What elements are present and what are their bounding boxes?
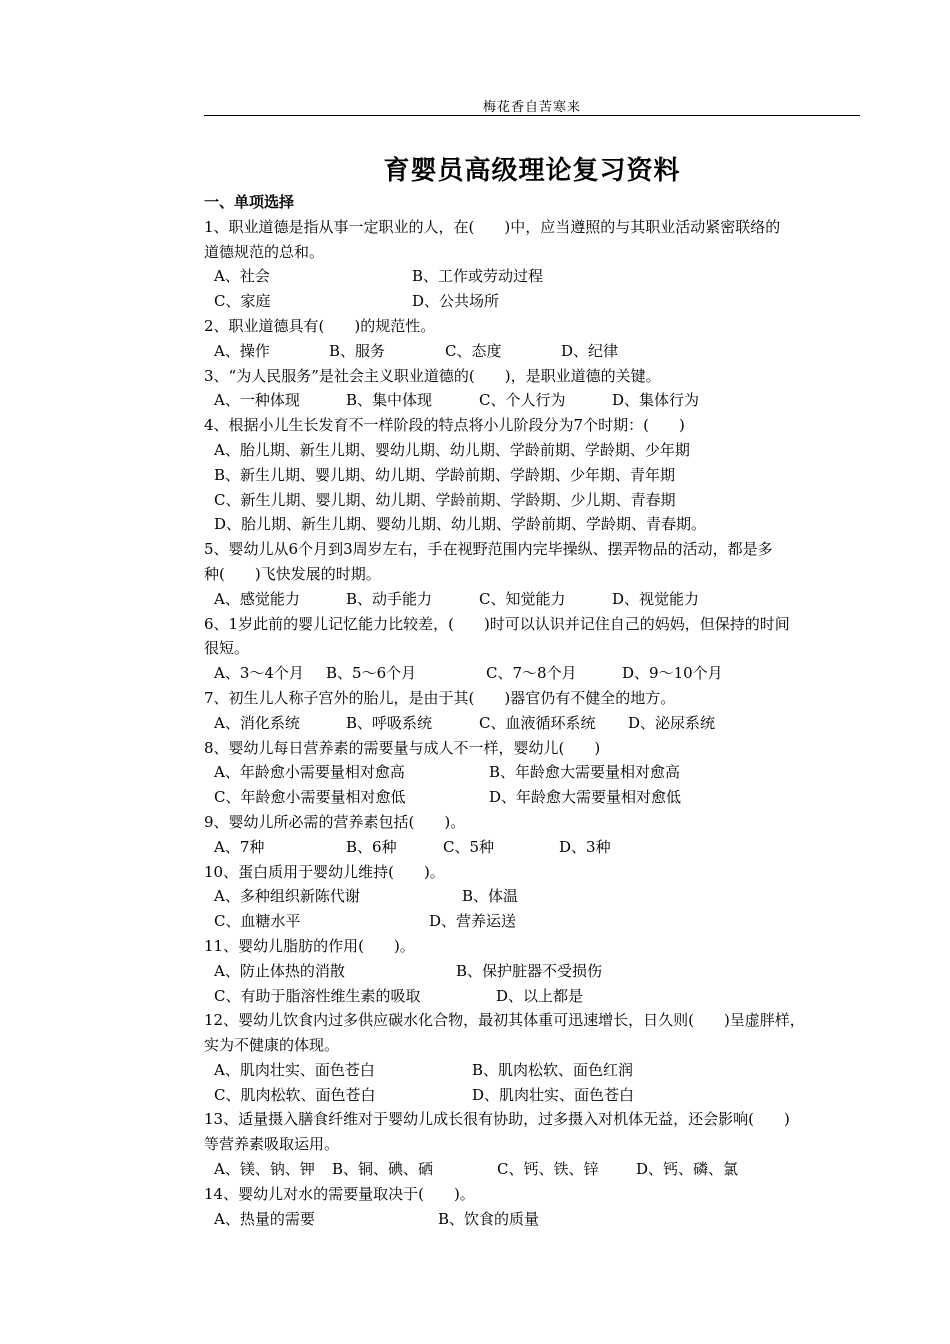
- option-row: [204, 711, 864, 736]
- answer-option: B、铜、碘、硒: [332, 1160, 434, 1179]
- answer-option: B、饮食的质量: [438, 1209, 540, 1228]
- answer-option: D、视觉能力: [612, 589, 700, 608]
- question-text: 道德规范的总和。: [204, 242, 325, 261]
- answer-option: A、防止体热的消散: [214, 961, 345, 980]
- answer-option: C、知觉能力: [479, 589, 566, 608]
- option-row: [204, 661, 864, 686]
- option-row: [204, 909, 864, 934]
- answer-option: C、有助于脂溶性维生素的吸取: [214, 986, 421, 1005]
- answer-option: B、6种: [346, 837, 397, 856]
- option-row: [204, 463, 864, 488]
- answer-option: A、感觉能力: [214, 589, 300, 608]
- option-row: [204, 835, 864, 860]
- answer-option: B、肌肉松软、面色红润: [472, 1060, 634, 1079]
- answer-option: B、动手能力: [346, 589, 433, 608]
- question-text: 种( )飞快发展的时期。: [204, 564, 381, 583]
- answer-option: C、新生儿期、婴儿期、幼儿期、学龄前期、学龄期、少儿期、青春期: [214, 490, 676, 509]
- question-text: 12、婴幼儿饮食内过多供应碳水化合物，最初其体重可迅速增长，日久则( )呈虚胖样，: [204, 1011, 805, 1030]
- option-row: [204, 264, 864, 289]
- option-row: [204, 339, 864, 364]
- question-text: 8、婴幼儿每日营养素的需要量与成人不一样，婴幼儿( ): [204, 738, 601, 757]
- answer-option: B、呼吸系统: [346, 713, 433, 732]
- option-row: [204, 438, 864, 463]
- question-text: 5、婴幼儿从6个月到3周岁左右，手在视野范围内完毕操纵、摆弄物品的活动，都是多: [204, 540, 773, 559]
- page-header-text: 梅花香自苦寒来: [482, 100, 581, 115]
- answer-option: D、营养运送: [429, 912, 517, 931]
- answer-option: A、一种体现: [214, 391, 300, 410]
- option-row: [204, 785, 864, 810]
- question-text: 1、职业道德是指从事一定职业的人，在( )中，应当遵照的与其职业活动紧密联络的: [204, 217, 781, 236]
- answer-option: B、体温: [462, 887, 519, 906]
- answer-option: B、集中体现: [346, 391, 433, 410]
- answer-option: A、3～4个月: [214, 664, 304, 683]
- option-row: [204, 488, 864, 513]
- answer-option: D、3种: [559, 837, 611, 856]
- answer-option: B、工作或劳动过程: [412, 267, 544, 286]
- question-text: 6、1岁此前的婴儿记忆能力比较差，( )时可以认识并记住自己的妈妈，但保持的时间: [204, 614, 790, 633]
- option-row: [204, 760, 864, 785]
- answer-option: D、集体行为: [612, 391, 700, 410]
- option-row: [204, 1157, 864, 1182]
- answer-option: A、胎儿期、新生儿期、婴幼儿期、幼儿期、学龄前期、学龄期、少年期: [214, 440, 690, 459]
- answer-option: B、服务: [329, 341, 386, 360]
- answer-option: A、社会: [214, 267, 270, 286]
- question-text: 10、蛋白质用于婴幼儿维持( )。: [204, 862, 445, 881]
- answer-option: A、镁、钠、钾: [214, 1160, 315, 1179]
- option-row: [204, 1083, 864, 1108]
- answer-option: C、7～8个月: [486, 664, 577, 683]
- answer-option: A、7种: [214, 837, 265, 856]
- answer-option: C、态度: [445, 341, 502, 360]
- answer-option: C、血液循环系统: [479, 713, 596, 732]
- question-text: 4、根据小儿生长发育不一样阶段的特点将小儿阶段分为7个时期：( ): [204, 416, 685, 435]
- answer-option: D、公共场所: [412, 292, 500, 311]
- answer-option: D、肌肉壮实、面色苍白: [472, 1085, 635, 1104]
- answer-option: D、泌尿系统: [628, 713, 716, 732]
- option-row: [204, 289, 864, 314]
- answer-option: D、9～10个月: [622, 664, 723, 683]
- option-row: [204, 512, 864, 537]
- question-text: 9、婴幼儿所必需的营养素包括( )。: [204, 812, 466, 831]
- question-text: 实为不健康的体现。: [204, 1036, 340, 1055]
- header-divider: [204, 115, 860, 116]
- option-row: [204, 1207, 864, 1232]
- option-row: [204, 884, 864, 909]
- answer-option: A、多种组织新陈代谢: [214, 887, 360, 906]
- option-row: [204, 959, 864, 984]
- answer-option: B、保护脏器不受损伤: [456, 961, 603, 980]
- question-text: 7、初生儿人称子宫外的胎儿，是由于其( )器官仍有不健全的地方。: [204, 688, 676, 707]
- document-title: 育婴员高级理论复习资料: [383, 156, 681, 186]
- answer-option: A、年龄愈小需要量相对愈高: [214, 763, 405, 782]
- question-text: 3、“为人民服务”是社会主义职业道德的( )，是职业道德的关键。: [204, 366, 661, 385]
- question-text: 11、婴幼儿脂肪的作用( )。: [204, 936, 415, 955]
- question-text: 2、职业道德具有( )的规范性。: [204, 316, 436, 335]
- answer-option: B、年龄愈大需要量相对愈高: [489, 763, 681, 782]
- answer-option: D、年龄愈大需要量相对愈低: [489, 788, 682, 807]
- answer-option: D、纪律: [561, 341, 619, 360]
- answer-option: A、热量的需要: [214, 1209, 315, 1228]
- answer-option: C、肌肉松软、面色苍白: [214, 1085, 376, 1104]
- question-text: 等营养素吸取运用。: [204, 1135, 340, 1154]
- answer-option: B、新生儿期、婴儿期、幼儿期、学龄前期、学龄期、少年期、青年期: [214, 465, 676, 484]
- answer-option: C、年龄愈小需要量相对愈低: [214, 788, 406, 807]
- option-row: [204, 984, 864, 1009]
- option-row: [204, 1058, 864, 1083]
- answer-option: C、家庭: [214, 292, 271, 311]
- answer-option: A、操作: [214, 341, 270, 360]
- answer-option: B、5～6个月: [326, 664, 417, 683]
- answer-option: A、肌肉壮实、面色苍白: [214, 1060, 375, 1079]
- answer-option: C、5种: [443, 837, 495, 856]
- answer-option: D、胎儿期、新生儿期、婴幼儿期、幼儿期、学龄前期、学龄期、青春期。: [214, 515, 707, 534]
- question-text: 13、适量摄入膳食纤维对于婴幼儿成长很有协助，过多摄入对机体无益，还会影响( ): [204, 1110, 790, 1129]
- section-title: 一、单项选择: [204, 193, 295, 211]
- question-text: 14、婴幼儿对水的需要量取决于( )。: [204, 1184, 475, 1203]
- answer-option: C、个人行为: [479, 391, 566, 410]
- question-text: 很短。: [204, 639, 250, 658]
- answer-option: A、消化系统: [214, 713, 300, 732]
- answer-option: D、以上都是: [496, 986, 584, 1005]
- question-list: [204, 190, 864, 1231]
- option-row: [204, 388, 864, 413]
- answer-option: C、钙、铁、锌: [497, 1160, 599, 1179]
- answer-option: D、钙、磷、氯: [636, 1160, 739, 1179]
- answer-option: C、血糖水平: [214, 912, 301, 931]
- option-row: [204, 587, 864, 612]
